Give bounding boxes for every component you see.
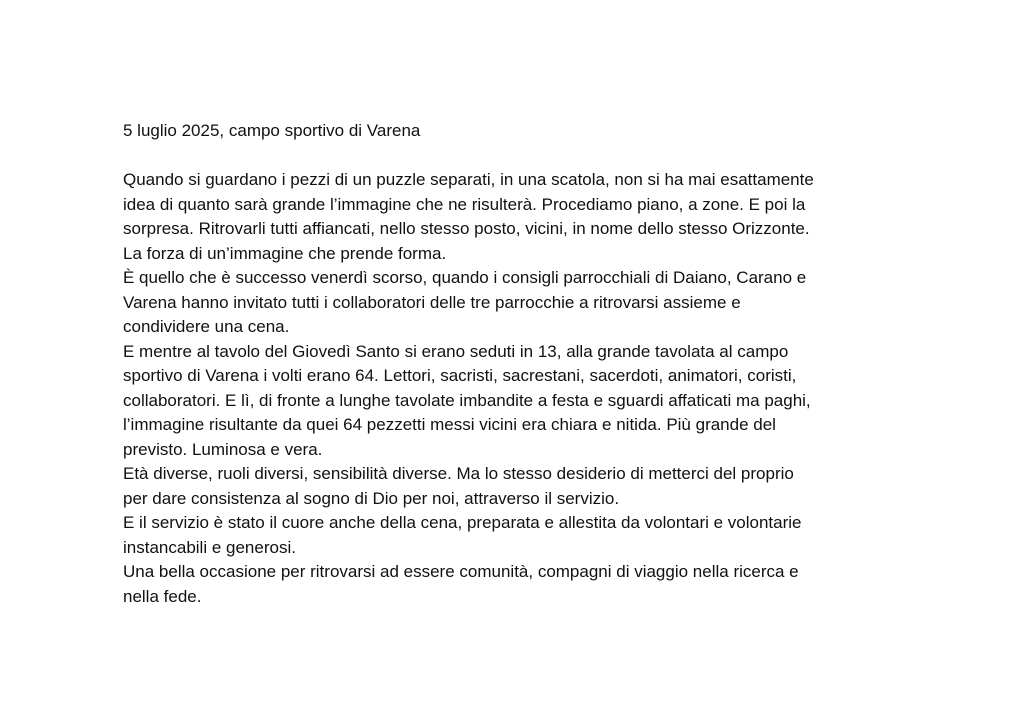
body-line-10: collaboratori. E lì, di fronte a lunghe tavolate imbandite a festa e sguardi affaticati ma paghi, (123, 390, 811, 410)
paragraph-spacer (123, 144, 913, 169)
body-line-3: sorpresa. Ritrovarli tutti affiancati, nello stesso posto, vicini, in nome dello stesso Orizzonte. (123, 219, 810, 238)
body-line-1: Quando si guardano i pezzi di un puzzle separati, in una scatola, non si ha mai esattamente (123, 170, 814, 189)
body-line-18: nella fede. (123, 586, 202, 606)
body-line-8: E mentre al tavolo del Giovedì Santo si erano seduti in 13, alla grande tavolata al campo (123, 341, 789, 361)
body-line-9: sportivo di Varena i volti erano 64. Lettori, sacristi, sacrestani, sacerdoti, animatori, coristi, (123, 366, 797, 385)
body-line-14: per dare consistenza al sogno di Dio per noi, attraverso il servizio. (123, 488, 620, 508)
body-line-17: Una bella occasione per ritrovarsi ad essere comunità, compagni di viaggio nella ricerca e (123, 562, 799, 581)
body-line-11: l’immagine risultante da quei 64 pezzetti messi vicini era chiara e nitida. Più grande del (123, 415, 776, 434)
body-line-16: instancabili e generosi. (123, 537, 296, 557)
document-body (123, 119, 913, 609)
body-line-12: previsto. Luminosa e vera. (123, 439, 323, 459)
body-line-5: È quello che è successo venerdì scorso, quando i consigli parrocchiali di Daiano, Carano e (123, 268, 807, 287)
body-line-2: idea di quanto sarà grande l’immagine che ne risulterà. Procediamo piano, a zone. E poi la (123, 194, 806, 214)
body-line-13: Età diverse, ruoli diversi, sensibilità diverse. Ma lo stesso desiderio di metterci del proprio (123, 464, 794, 483)
body-line-7: condividere una cena. (123, 317, 290, 336)
body-line-4: La forza di un’immagine che prende forma. (123, 243, 447, 263)
dateline: 5 luglio 2025, campo sportivo di Varena (123, 121, 421, 140)
body-line-15: E il servizio è stato il cuore anche della cena, preparata e allestita da volontari e volontarie (123, 513, 802, 532)
body-line-6: Varena hanno invitato tutti i collaboratori delle tre parrocchie a ritrovarsi assieme e (123, 292, 741, 312)
